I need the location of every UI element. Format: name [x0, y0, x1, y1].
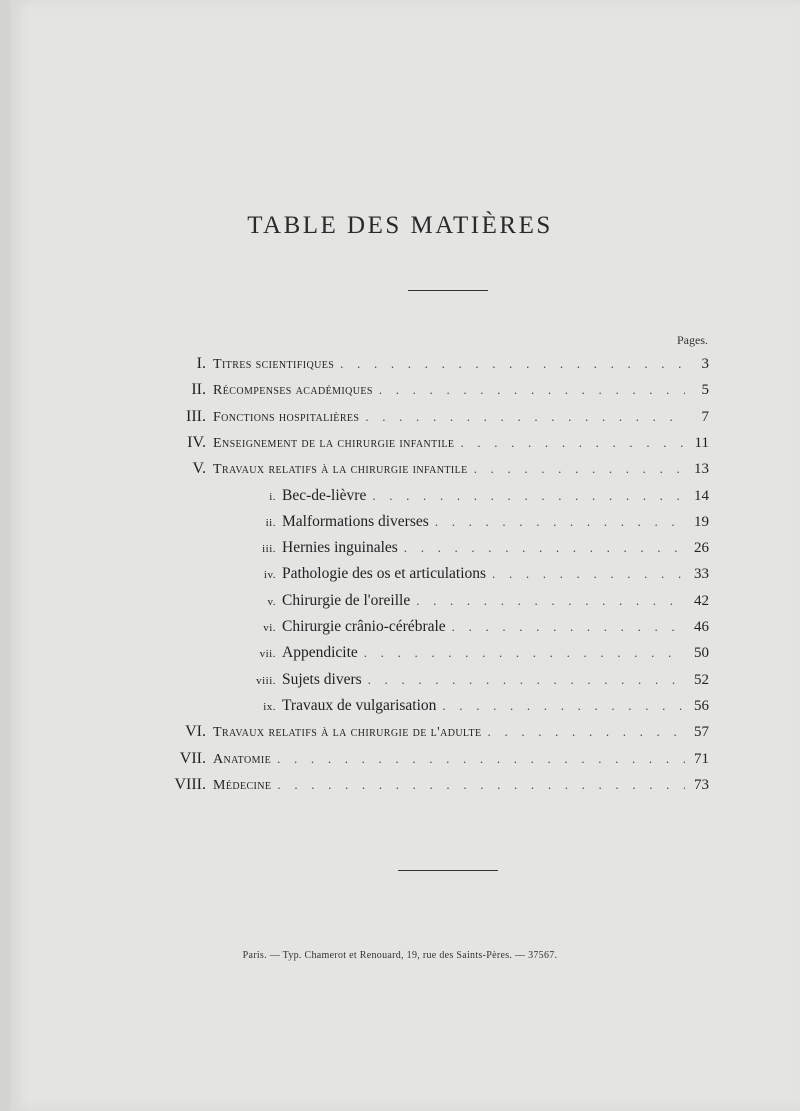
- entry-label: Sujets divers: [282, 670, 362, 688]
- entry-page: 5: [701, 382, 709, 399]
- dot-leader: [340, 356, 685, 372]
- entry-number: VIII.: [174, 775, 206, 793]
- dot-leader: [364, 645, 685, 661]
- entry-number: I.: [196, 355, 206, 372]
- toc-entry: [250, 487, 709, 513]
- toc-entry: [168, 408, 709, 434]
- entry-label: Médecine: [213, 777, 272, 793]
- pages-column-label: Pages.: [677, 333, 708, 347]
- entry-page: 3: [701, 356, 709, 372]
- entry-number: III.: [186, 407, 206, 425]
- dot-leader: [416, 593, 685, 609]
- dot-leader: [404, 540, 685, 556]
- toc-entry: [250, 539, 709, 565]
- dot-leader: [452, 619, 685, 635]
- entry-number: i.: [269, 490, 276, 503]
- entry-number: V.: [192, 460, 206, 478]
- entry-label: Appendicite: [282, 644, 358, 662]
- printer-footer: Paris. — Typ. Chamerot et Renouard, 19, rue des Saints-Pères. — 37567.: [242, 950, 558, 961]
- entry-number: ii.: [265, 516, 276, 529]
- entry-number: VII.: [179, 749, 206, 767]
- entry-label: Enseignement de la chirurgie infantile: [213, 435, 455, 451]
- entry-page: 7: [701, 408, 709, 425]
- entry-page: 19: [694, 513, 709, 530]
- bottom-rule: [398, 870, 498, 871]
- entry-page: 42: [694, 592, 709, 609]
- entry-page: 50: [694, 645, 709, 662]
- dot-leader: [277, 751, 685, 767]
- dot-leader: [372, 488, 685, 504]
- entry-page: 13: [694, 461, 709, 478]
- title-rule: [408, 290, 488, 291]
- entry-label: Pathologie des os et articulations: [282, 565, 487, 583]
- dot-leader: [379, 382, 685, 398]
- entry-page: 14: [694, 487, 709, 504]
- entry-page: 57: [694, 724, 709, 741]
- toc-entry: [250, 697, 709, 723]
- entry-number: iv.: [263, 569, 276, 582]
- dot-leader: [368, 672, 685, 688]
- toc-entry: [250, 618, 709, 644]
- toc-entry: [250, 671, 709, 697]
- entry-page: 26: [694, 540, 709, 557]
- entry-label: Travaux relatifs à la chirurgie infantile: [213, 462, 468, 478]
- entry-page: 52: [694, 671, 709, 688]
- entry-number: ix.: [263, 700, 276, 713]
- toc-entry: [250, 513, 709, 539]
- toc-entry: [250, 592, 709, 618]
- entry-number: v.: [267, 595, 276, 608]
- dot-leader: [488, 724, 685, 740]
- toc-entry: [168, 434, 709, 460]
- dot-leader: [277, 777, 685, 793]
- entry-page: 33: [694, 566, 709, 583]
- toc-entry: [168, 460, 709, 486]
- entry-label: Hernies inguinales: [282, 539, 398, 557]
- entry-label: Anatomie: [213, 751, 272, 767]
- entry-number: vi.: [263, 622, 276, 634]
- entry-number: VI.: [185, 723, 206, 741]
- toc-entry: [168, 381, 709, 407]
- toc-entry: [168, 750, 709, 776]
- entry-label: Travaux de vulgarisation: [282, 696, 437, 714]
- dot-leader: [365, 409, 685, 425]
- entry-page: 73: [694, 776, 709, 793]
- entry-number: II.: [191, 381, 206, 399]
- entry-number: viii.: [256, 674, 276, 687]
- entry-label: Fonctions hospitalières: [213, 409, 360, 425]
- entry-number: iii.: [262, 543, 276, 556]
- entry-label: Chirurgie de l'oreille: [282, 591, 411, 609]
- dot-leader: [460, 435, 685, 451]
- dot-leader: [474, 461, 685, 477]
- page-title: TABLE DES MATIÈRES: [247, 212, 553, 239]
- toc-entry: [168, 355, 709, 381]
- toc-entry: [168, 776, 709, 802]
- dot-leader: [435, 514, 685, 530]
- entry-label: Chirurgie crânio-cérébrale: [282, 618, 446, 635]
- entry-label: Titres scientifiques: [213, 357, 335, 372]
- entry-label: Récompenses académiques: [213, 383, 373, 399]
- toc-entry: [250, 644, 709, 670]
- toc-entry: [168, 723, 709, 749]
- dot-leader: [492, 566, 685, 582]
- entry-page: 56: [694, 697, 709, 714]
- entry-number: vii.: [259, 648, 276, 661]
- dot-leader: [442, 698, 685, 714]
- entry-label: Bec-de-lièvre: [282, 486, 367, 504]
- entry-page: 46: [694, 619, 709, 635]
- entry-page: 71: [694, 750, 709, 767]
- entry-label: Malformations diverses: [282, 512, 429, 530]
- entry-page: 11: [694, 434, 709, 451]
- toc-entry: [250, 565, 709, 591]
- entry-number: IV.: [187, 433, 206, 451]
- entry-label: Travaux relatifs à la chirurgie de l'adulte: [213, 725, 482, 741]
